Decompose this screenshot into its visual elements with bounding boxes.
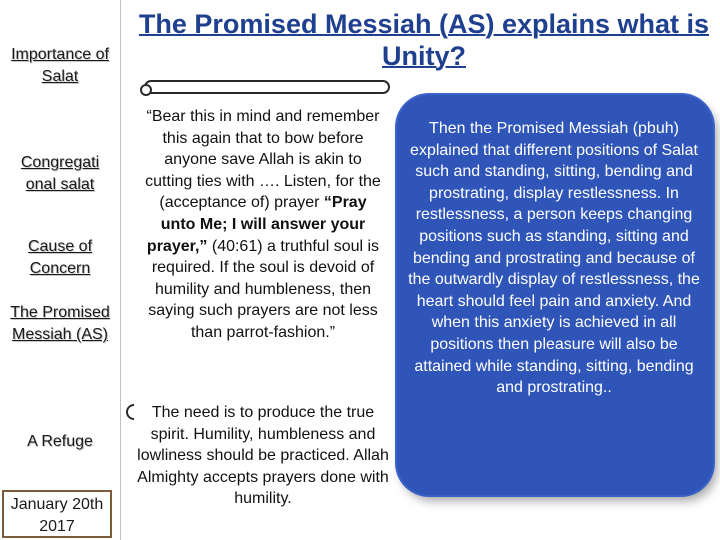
sidebar-item-congregational-salat[interactable]: Congregati onal salat bbox=[20, 154, 100, 193]
sidebar-nav bbox=[0, 0, 121, 540]
scroll-top-decoration bbox=[144, 80, 390, 94]
sidebar-item-a-refuge[interactable]: A Refuge bbox=[27, 433, 93, 450]
quote-text bbox=[140, 106, 386, 344]
date-box: January 20th 2017 bbox=[2, 490, 112, 538]
explanation-text: Then the Promised Messiah (pbuh) explained that different positions of Salat such and standing, sitting, bending and prostrating, display restlessness. In restlessness, a person keeps changing positions such as standing, sitting and bending and prostrating and because of the outwardly display of restlessness, the heart should feel pain and anxiety. And when this anxiety is achieved in all positions then pleasure will also be attained while standing, sitting, bending and prostrating.. bbox=[408, 120, 700, 397]
quote-part1: “Bear this in mind and remember this again that to bow before anyone save Allah is akin to cutting ties with …. Listen, for the (acceptance of) prayer bbox=[145, 108, 381, 212]
sidebar-item-promised-messiah[interactable]: The Promised Messiah (AS) bbox=[10, 304, 110, 343]
sidebar-item-cause-of-concern[interactable]: Cause of Concern bbox=[27, 238, 93, 277]
quote-bold: “Pray unto Me; I will answer your prayer,” bbox=[146, 194, 367, 255]
page-title: The Promised Messiah (AS) explains what is Unity? bbox=[138, 9, 710, 71]
quote-continuation: The need is to produce the true spirit. Humility, humbleness and lowliness should be practiced. Allah Almighty accepts prayers done with humility. bbox=[134, 402, 392, 510]
quote-part2: (40:61) a truthful soul is required. If the soul is devoid of humility and humbleness, then saying such prayers are not less than parrot-fashion.” bbox=[148, 237, 380, 341]
sidebar-item-importance-of-salat[interactable]: Importance of Salat bbox=[11, 46, 109, 85]
scroll-curl-decoration bbox=[140, 84, 152, 96]
